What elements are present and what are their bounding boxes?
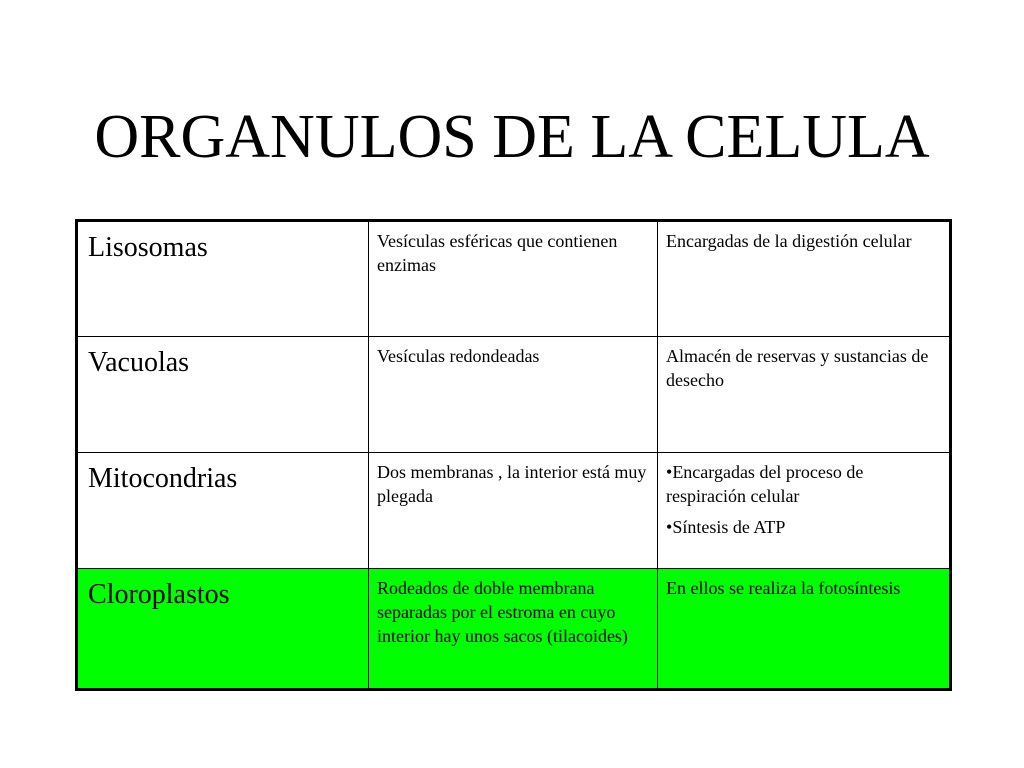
organelle-description-cell: Vesículas redondeadas [369, 337, 658, 453]
organelle-description-cell: Dos membranas , la interior está muy plegada [369, 453, 658, 569]
table-row-lisosomas [77, 221, 951, 337]
organelle-name-cell: Cloroplastos [77, 569, 369, 690]
table-row-mitocondrias [77, 453, 951, 569]
table-row-vacuolas [77, 337, 951, 453]
organelle-function-cell: Encargadas de la digestión celular [658, 221, 951, 337]
organelle-function-cell: En ellos se realiza la fotosíntesis [658, 569, 951, 690]
organelle-name-cell: Vacuolas [77, 337, 369, 453]
function-bullet: • Síntesis de ATP [666, 515, 941, 539]
organelle-name-cell: Lisosomas [77, 221, 369, 337]
organelle-table [75, 219, 952, 691]
organelle-function-cell: Almacén de reservas y sustancias de desecho [658, 337, 951, 453]
organelle-name-cell: Mitocondrias [77, 453, 369, 569]
organelle-function-cell [658, 453, 951, 569]
organelle-description-cell: Vesículas esféricas que contienen enzimas [369, 221, 658, 337]
page-title: ORGANULOS DE LA CELULA [94, 103, 930, 171]
function-bullet: • Encargadas del proceso de respiración celular [666, 460, 941, 508]
table-row-cloroplastos [77, 569, 951, 690]
organelle-description-cell: Rodeados de doble membrana separadas por el estroma en cuyo interior hay unos sacos (tilacoides) [369, 569, 658, 690]
